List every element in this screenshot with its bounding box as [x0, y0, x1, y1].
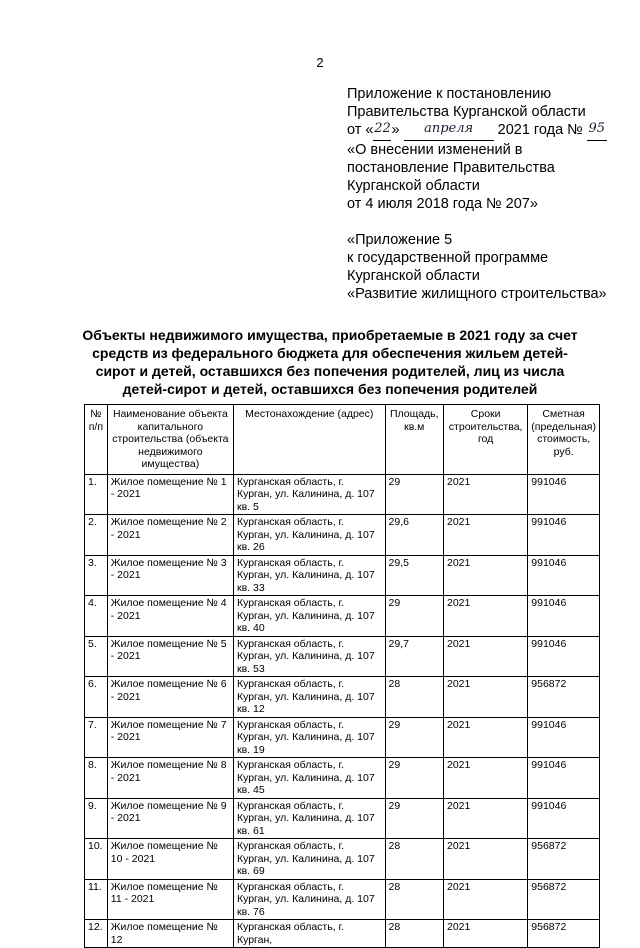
header-num: № п/п	[85, 405, 108, 475]
cell-cost: 991046	[528, 555, 600, 596]
cell-area: 28	[385, 839, 443, 880]
cell-year: 2021	[443, 798, 527, 839]
annex-line-6: Курганской области	[347, 178, 480, 194]
handwritten-decree-number: 95	[588, 121, 606, 136]
handwritten-month: апреля	[424, 121, 474, 136]
cell-cost: 991046	[528, 474, 600, 515]
cell-year: 2021	[443, 717, 527, 758]
table-row	[85, 879, 600, 920]
cell-cost: 991046	[528, 758, 600, 799]
annex-line-5: постановление Правительства	[347, 160, 555, 176]
handwritten-day: 22	[374, 121, 391, 136]
cell-address: Курганская область, г. Курган,	[233, 920, 385, 948]
header-year: Сроки строительства, год	[443, 405, 527, 475]
page-number: 2	[316, 55, 324, 70]
cell-cost: 956872	[528, 920, 600, 948]
cell-num: 11.	[85, 879, 108, 920]
cell-num: 10.	[85, 839, 108, 880]
annex-block	[347, 85, 632, 303]
annex-line-9: к государственной программе	[347, 250, 549, 266]
table-row	[85, 717, 600, 758]
table-row	[85, 636, 600, 677]
annex-date-line	[347, 121, 632, 141]
cell-cost: 956872	[528, 879, 600, 920]
cell-num: 6.	[85, 677, 108, 718]
cell-area: 28	[385, 677, 443, 718]
cell-area: 28	[385, 879, 443, 920]
cell-name: Жилое помещение № 2 - 2021	[107, 515, 233, 556]
table-row	[85, 839, 600, 880]
cell-address: Курганская область, г. Курган, ул. Калинина, д. 107 кв. 69	[233, 839, 385, 880]
cell-name: Жилое помещение № 3 - 2021	[107, 555, 233, 596]
table-row	[85, 758, 600, 799]
cell-year: 2021	[443, 636, 527, 677]
annex-line-4: «О внесении изменений в	[347, 142, 523, 158]
cell-address: Курганская область, г. Курган, ул. Калинина, д. 107 кв. 45	[233, 758, 385, 799]
table-row	[85, 920, 600, 948]
cell-address: Курганская область, г. Курган, ул. Калинина, д. 107 кв. 12	[233, 677, 385, 718]
cell-year: 2021	[443, 758, 527, 799]
cell-name: Жилое помещение № 8 - 2021	[107, 758, 233, 799]
cell-num: 3.	[85, 555, 108, 596]
cell-name: Жилое помещение № 5 - 2021	[107, 636, 233, 677]
cell-name: Жилое помещение № 11 - 2021	[107, 879, 233, 920]
cell-name: Жилое помещение № 1 - 2021	[107, 474, 233, 515]
cell-name: Жилое помещение № 9 - 2021	[107, 798, 233, 839]
cell-year: 2021	[443, 677, 527, 718]
cell-cost: 956872	[528, 839, 600, 880]
annex-line-10: Курганской области	[347, 268, 480, 284]
cell-address: Курганская область, г. Курган, ул. Калинина, д. 107 кв. 26	[233, 515, 385, 556]
cell-num: 12.	[85, 920, 108, 948]
header-address: Местонахождение (адрес)	[233, 405, 385, 475]
cell-year: 2021	[443, 555, 527, 596]
cell-num: 5.	[85, 636, 108, 677]
cell-area: 29	[385, 596, 443, 637]
cell-name: Жилое помещение № 7 - 2021	[107, 717, 233, 758]
cell-year: 2021	[443, 515, 527, 556]
cell-address: Курганская область, г. Курган, ул. Калинина, д. 107 кв. 19	[233, 717, 385, 758]
cell-num: 7.	[85, 717, 108, 758]
cell-cost: 991046	[528, 515, 600, 556]
cell-address: Курганская область, г. Курган, ул. Калинина, д. 107 кв. 53	[233, 636, 385, 677]
table-row	[85, 798, 600, 839]
cell-year: 2021	[443, 920, 527, 948]
cell-name: Жилое помещение № 12	[107, 920, 233, 948]
cell-address: Курганская область, г. Курган, ул. Калинина, д. 107 кв. 40	[233, 596, 385, 637]
annex-line-7: от 4 июля 2018 года № 207»	[347, 196, 538, 212]
cell-address: Курганская область, г. Курган, ул. Калинина, д. 107 кв. 5	[233, 474, 385, 515]
cell-name: Жилое помещение № 4 - 2021	[107, 596, 233, 637]
table-header-row	[85, 405, 600, 475]
cell-name: Жилое помещение № 10 - 2021	[107, 839, 233, 880]
annex-line-11: «Развитие жилищного строительства»	[347, 286, 607, 302]
header-cost: Сметная (предельная) стоимость, руб.	[528, 405, 600, 475]
table-row	[85, 596, 600, 637]
document-title: Объекты недвижимого имущества, приобретаемые в 2021 году за счет средств из федерального бюджета для обеспечения жильем детей-сирот и детей, оставшихся без попечения родителей, лиц из числа детей-сирот и детей, оставшихся без попечения родителей	[82, 327, 578, 397]
cell-area: 29,6	[385, 515, 443, 556]
cell-cost: 956872	[528, 677, 600, 718]
cell-address: Курганская область, г. Курган, ул. Калинина, д. 107 кв. 76	[233, 879, 385, 920]
cell-year: 2021	[443, 596, 527, 637]
cell-year: 2021	[443, 839, 527, 880]
cell-area: 28	[385, 920, 443, 948]
cell-address: Курганская область, г. Курган, ул. Калинина, д. 107 кв. 33	[233, 555, 385, 596]
cell-area: 29	[385, 474, 443, 515]
header-area: Площадь, кв.м	[385, 405, 443, 475]
cell-num: 1.	[85, 474, 108, 515]
header-name: Наименование объекта капитального строительства (объекта недвижимого имущества)	[107, 405, 233, 475]
cell-area: 29,7	[385, 636, 443, 677]
date-year: 2021 года №	[497, 122, 583, 138]
annex-line-8: «Приложение 5	[347, 232, 453, 248]
table-row	[85, 677, 600, 718]
objects-table	[84, 404, 600, 948]
cell-area: 29	[385, 717, 443, 758]
cell-cost: 991046	[528, 596, 600, 637]
annex-line-2: Правительства Курганской области	[347, 104, 586, 120]
date-prefix: от «	[347, 122, 374, 138]
date-mid: »	[391, 122, 400, 138]
cell-num: 2.	[85, 515, 108, 556]
cell-cost: 991046	[528, 798, 600, 839]
cell-name: Жилое помещение № 6 - 2021	[107, 677, 233, 718]
cell-year: 2021	[443, 474, 527, 515]
table-row	[85, 555, 600, 596]
cell-address: Курганская область, г. Курган, ул. Калинина, д. 107 кв. 61	[233, 798, 385, 839]
table-row	[85, 474, 600, 515]
cell-num: 4.	[85, 596, 108, 637]
cell-area: 29,5	[385, 555, 443, 596]
cell-area: 29	[385, 798, 443, 839]
cell-cost: 991046	[528, 636, 600, 677]
table-row	[85, 515, 600, 556]
cell-cost: 991046	[528, 717, 600, 758]
cell-year: 2021	[443, 879, 527, 920]
cell-num: 9.	[85, 798, 108, 839]
annex-line-1: Приложение к постановлению	[347, 86, 552, 102]
cell-area: 29	[385, 758, 443, 799]
cell-num: 8.	[85, 758, 108, 799]
